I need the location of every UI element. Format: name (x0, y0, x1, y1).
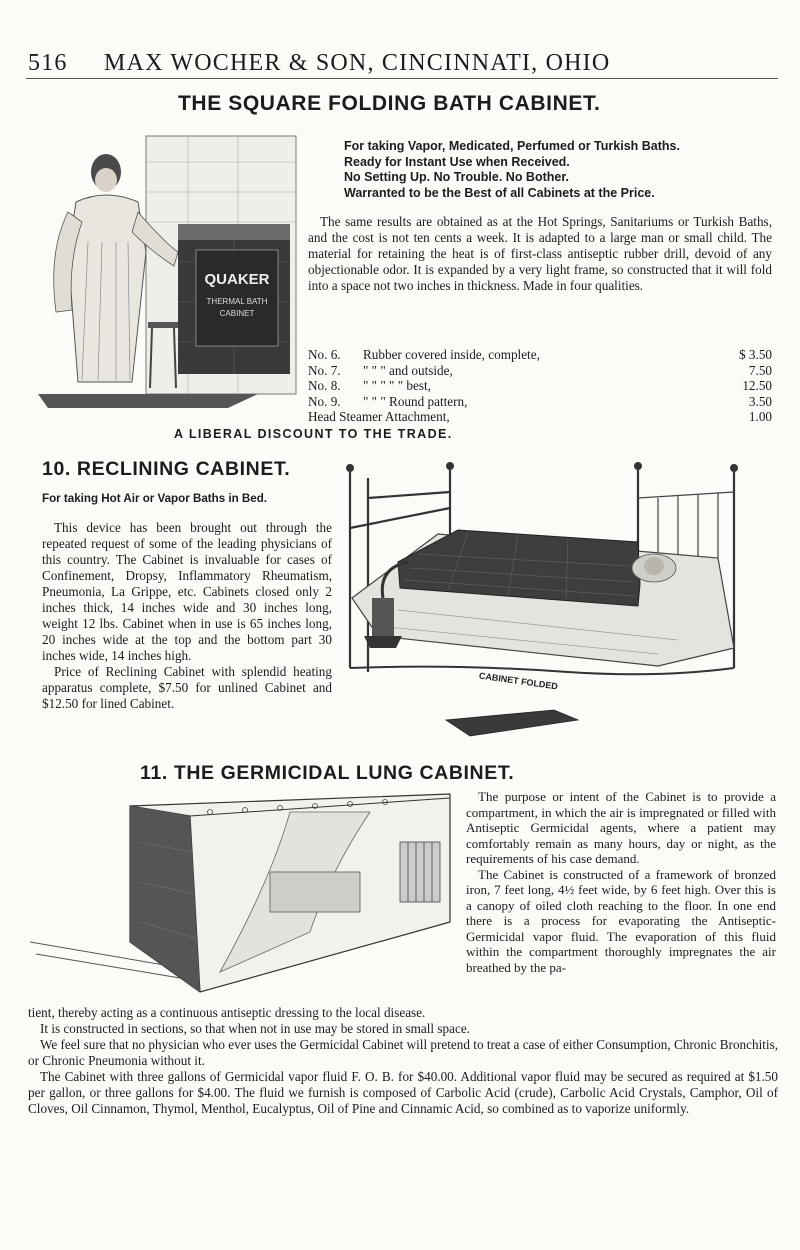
bath-cabinet-illustration (28, 132, 300, 410)
reclining-cabinet-price: Price of Reclining Cabinet with splendid heating apparatus complete, $7.50 for unlined Cabinet and $12.50 for lined Cabinet. (42, 664, 332, 711)
cabinet-folded-label: CABINET FOLDED (478, 670, 559, 692)
germicidal-cabinet-title: 11. THE GERMICIDAL LUNG CABINET. (140, 762, 515, 784)
feature-line: For taking Vapor, Medicated, Perfumed or Turkish Baths. (344, 139, 680, 153)
price-row: No. 8. " " " " " best, 12.50 (308, 378, 772, 394)
price-row: No. 7. " " " and outside, 7.50 (308, 362, 772, 378)
germicidal-para2b: tient, thereby acting as a continuous antiseptic dressing to the local disease. (28, 1005, 426, 1020)
price-list (308, 347, 772, 425)
reclining-cabinet-illustration (338, 458, 766, 746)
header-rule (26, 78, 778, 79)
germicidal-para3: It is constructed in sections, so that when not in use may be stored in small space. (40, 1021, 470, 1036)
germicidal-cabinet-illustration (30, 782, 458, 1004)
price-row: No. 9. " " " Round pattern, 3.50 (308, 393, 772, 409)
price-row: No. 6. Rubber covered inside, complete, $ 3.50 (308, 347, 772, 362)
feature-line: No Setting Up. No Trouble. No Bother. (344, 170, 569, 185)
germicidal-para4: We feel sure that no physician who ever uses the Germicidal Cabinet will pretend to treat a case of either Consumption, Chronic Bronchitis, or Chronic Pneumonia without it. (28, 1037, 778, 1068)
price-row: Head Steamer Attachment, 1.00 (308, 409, 772, 425)
square-cabinet-title: THE SQUARE FOLDING BATH CABINET. (178, 92, 601, 115)
reclining-cabinet-title: 10. RECLINING CABINET. (42, 458, 291, 480)
trade-discount-note: A LIBERAL DISCOUNT TO THE TRADE. (174, 427, 453, 441)
germicidal-continued-text (28, 1005, 778, 1117)
cabinet-label: CABINET (219, 309, 255, 318)
square-cabinet-features (344, 139, 764, 201)
company-name: MAX WOCHER & SON, CINCINNATI, OHIO (104, 50, 611, 76)
germicidal-para1: The purpose or intent of the Cabinet is to provide a compartment, in which the air is impregnated or filled with Antiseptic Germicidal agents, where a patient may comfortably remain as many hours, day or night, as the requirements of his case demand. (466, 789, 776, 866)
page-number: 516 (28, 50, 68, 76)
quaker-label: QUAKER (204, 271, 270, 288)
reclining-cabinet-text (42, 520, 332, 712)
page-header (28, 50, 610, 77)
reclining-cabinet-subtitle: For taking Hot Air or Vapor Baths in Bed. (42, 492, 268, 505)
feature-line: Ready for Instant Use when Received. (344, 154, 570, 169)
square-cabinet-description: The same results are obtained as at the Hot Springs, Sanitariums or Turkish Baths, and the cost is not ten cents a week. It is adapted to a large man or small child. The material for retaining the heat is of first-class antiseptic rubber drill, devoid of any objectionable odor. It is expanded by a very light frame, so constructed that it will fold into a space not two inches in thickness. Made in four qualities. (308, 214, 772, 293)
reclining-cabinet-description: This device has been brought out through the repeated request of some of the leading physicians of this country. The Cabinet is invaluable for cases of Confinement, Dropsy, Inflammatory Rheumatism, Pneumonia, La Grippe, etc. Cabinets closed only 2 inches thick, 14 inches wide and 30 inches long, weight 12 lbs. Cabinet when in use is 65 inches long, 20 inches wide at the top and the bottom part 30 inches wide, 14 inches high. (42, 520, 332, 663)
germicidal-para2a: The Cabinet is constructed of a framework of bronzed iron, 7 feet long, 4½ feet wide, by 6 feet high. Over this is a canopy of oiled cloth reaching to the floor. In one end there is a process for evaporating the Antiseptic-Germicidal vapor fluid. The evaporation of this fluid within the compartment thoroughly impregnates the air breathed by the pa- (466, 866, 776, 975)
germicidal-para5: The Cabinet with three gallons of Germicidal vapor fluid F. O. B. for $40.00. Additional vapor fluid may be secured as required at $1.50 per gallon, or three gallons for $4.00. The fluid we furnish is composed of Carbolic Acid (crude), Carbolic Acid Crystals, Camphor, Oil of Cloves, Oil Cinnamon, Thymol, Menthol, Eucalyptus, Oil of Pine and Cinnamic Acid, so combined as to vaporize uniformly. (28, 1069, 778, 1116)
thermal-bath-label: THERMAL BATH (206, 297, 268, 306)
germicidal-description (466, 789, 776, 975)
feature-line: Warranted to be the Best of all Cabinets at the Price. (344, 185, 655, 200)
